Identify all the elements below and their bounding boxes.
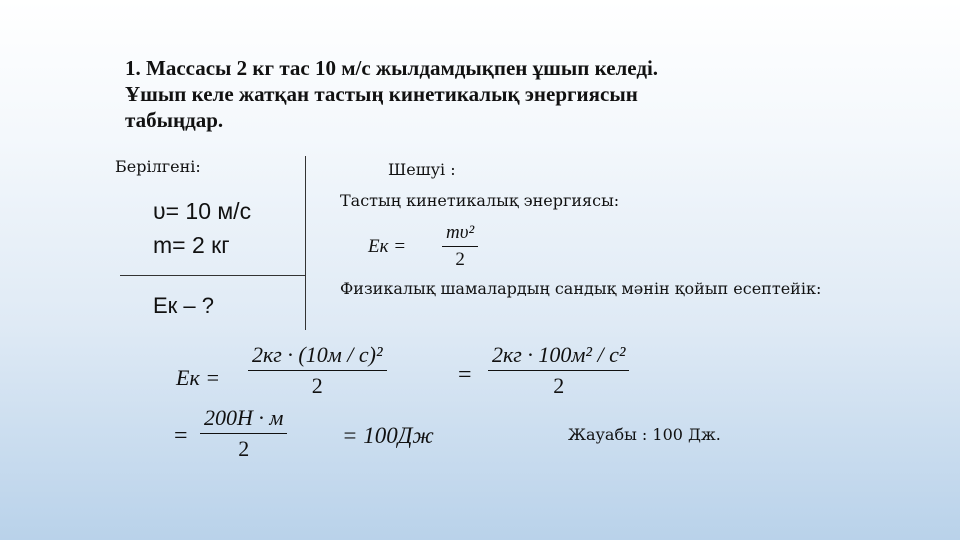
formula-lhs: Eк = xyxy=(368,236,407,257)
problem-statement xyxy=(125,55,885,133)
calc-fraction-1 xyxy=(248,342,387,399)
given-label: Берілгені: xyxy=(115,157,201,176)
given-divider xyxy=(120,275,306,276)
calc-fraction-3 xyxy=(200,405,287,462)
solution-label: Шешуі : xyxy=(388,160,456,179)
calc-numerator-2: 2кг · 100м² / с² xyxy=(488,342,629,371)
substitution-caption: Физикалық шамалардың сандық мәнін қойып есептейік: xyxy=(340,279,822,298)
given-solution-separator xyxy=(305,156,306,330)
given-velocity: υ= 10 м/с xyxy=(153,198,252,224)
unknown-quantity: Eк – ? xyxy=(153,293,214,318)
calc-numerator-1: 2кг · (10м / с)² xyxy=(248,342,387,371)
formula-caption: Тастың кинетикалық энергиясы: xyxy=(340,191,620,210)
calc-lhs: Eк = xyxy=(176,365,221,390)
calc2-numerator: 200Н · м xyxy=(200,405,287,434)
formula-denominator: 2 xyxy=(455,249,465,270)
answer: Жауабы : 100 Дж. xyxy=(568,425,721,444)
kinetic-energy-formula xyxy=(442,222,478,271)
calc2-result: = 100Дж xyxy=(342,423,434,448)
calc-denominator-1: 2 xyxy=(311,373,323,398)
problem-line-3: табыңдар. xyxy=(125,108,224,132)
formula-numerator: mυ² xyxy=(442,222,478,247)
calc-fraction-2 xyxy=(488,342,629,399)
problem-line-2: Ұшып келе жатқан тастың кинетикалық энергиясын xyxy=(125,82,638,106)
problem-line-1: 1. Массасы 2 кг тас 10 м/с жылдамдықпен ұшып келеді. xyxy=(125,56,659,80)
calc2-equals: = xyxy=(174,423,188,449)
calc2-denominator: 2 xyxy=(238,436,250,461)
calc-equals: = xyxy=(458,362,472,388)
calc-denominator-2: 2 xyxy=(553,373,565,398)
given-mass: m= 2 кг xyxy=(153,232,230,258)
